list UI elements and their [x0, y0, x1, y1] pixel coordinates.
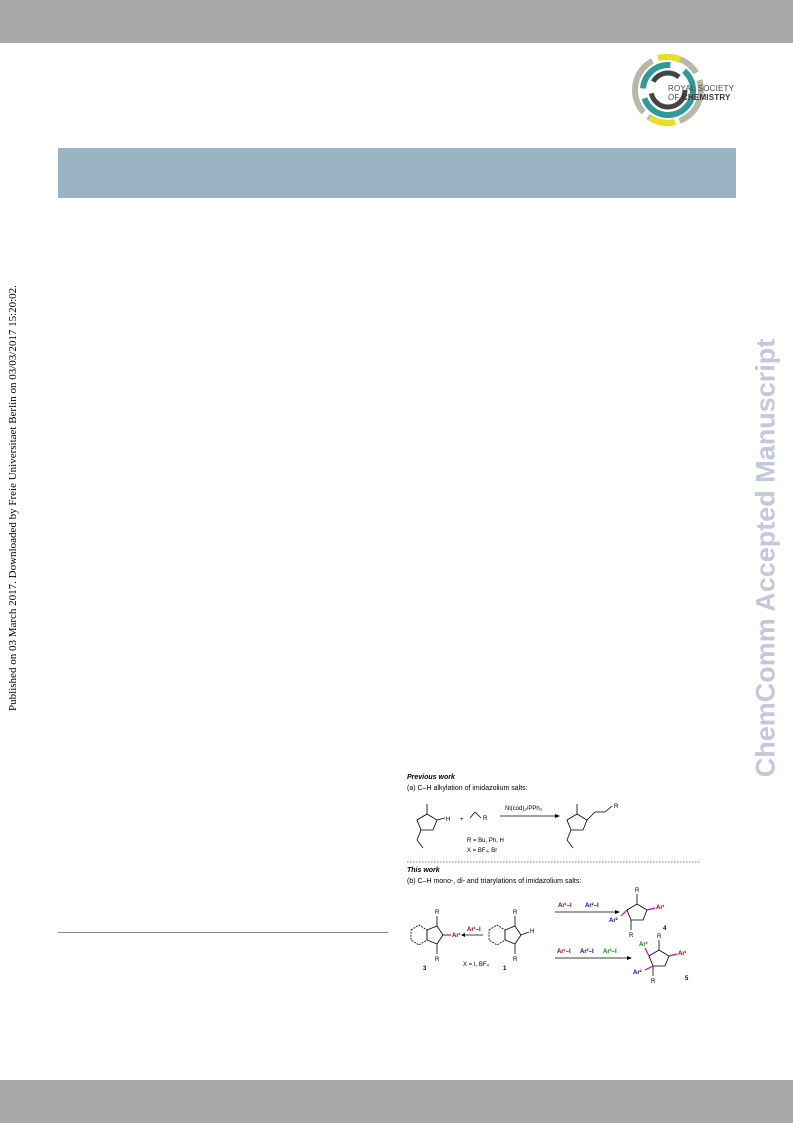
compound-4-structure: [627, 894, 647, 930]
compound-1-structure: [489, 916, 529, 954]
alkylated-product: [567, 804, 612, 848]
svg-text:R: R: [635, 888, 640, 894]
svg-text:Ar³–I: Ar³–I: [603, 949, 617, 955]
svg-text:R: R: [435, 910, 440, 916]
svg-text:R: R: [651, 979, 656, 985]
accepted-manuscript-watermark: ChemComm Accepted Manuscript: [750, 338, 781, 778]
svg-text:Ar²: Ar²: [633, 970, 642, 976]
svg-text:+: +: [460, 817, 464, 823]
bottom-bar: [0, 1080, 793, 1123]
compound-5-label: 5: [685, 976, 689, 982]
logo-line1: ROYAL SOCIETY: [668, 84, 735, 93]
svg-text:R: R: [435, 957, 440, 963]
svg-text:Ar¹: Ar¹: [452, 933, 461, 939]
svg-text:R: R: [629, 933, 634, 939]
alkene-reactant: [470, 812, 481, 818]
this-heading: This work: [407, 867, 440, 874]
svg-text:Ar³: Ar³: [639, 942, 648, 948]
this-subheading: (b) C–H mono-, di- and triarylations of imidazolium salts:: [407, 878, 582, 885]
svg-text:H: H: [446, 817, 451, 823]
svg-text:Ar¹: Ar¹: [678, 951, 687, 957]
svg-text:R: R: [513, 910, 518, 916]
logo-text: [668, 84, 734, 102]
logo-line2: OF: [668, 93, 680, 102]
svg-text:Ar¹–I: Ar¹–I: [558, 903, 572, 909]
imidazolium-reactant: [417, 804, 445, 848]
footnote-divider: [58, 932, 388, 933]
svg-text:R: R: [657, 934, 662, 940]
svg-text:H: H: [530, 929, 535, 935]
svg-text:Ar²–I: Ar²–I: [585, 903, 599, 909]
svg-text:Ar¹–I: Ar¹–I: [467, 927, 481, 933]
svg-text:R: R: [513, 957, 518, 963]
title-band: [58, 148, 736, 198]
svg-text:R: R: [483, 816, 488, 822]
compound-1-label: 1: [503, 966, 507, 972]
publication-watermark: Published on 03 March 2017. Downloaded by Freie Universitaet Berlin on 03/03/2017 15:20:02.: [7, 285, 19, 711]
compound-4-label: 4: [663, 926, 667, 932]
svg-text:Ar¹: Ar¹: [656, 905, 665, 911]
prev-heading: Previous work: [407, 774, 455, 781]
top-bar: [0, 0, 793, 43]
compound-3-label: 3: [423, 966, 427, 972]
svg-text:R: R: [614, 804, 619, 810]
compound-5-structure: [649, 940, 669, 976]
reaction-scheme: [405, 770, 705, 990]
svg-text:Ar¹–I: Ar¹–I: [557, 949, 571, 955]
svg-text:Ar²: Ar²: [609, 918, 618, 924]
svg-text:Ar²–I: Ar²–I: [580, 949, 594, 955]
compound-3-structure: [411, 916, 443, 954]
x-definition-2: X = I, BF₄: [463, 962, 489, 968]
logo-line3: CHEMISTRY: [681, 93, 731, 102]
prev-subheading: (a) C–H alkylation of imidazolium salts:: [407, 785, 528, 792]
catalyst-label: Ni(cod)₂/PPh₃: [505, 806, 543, 812]
x-definition: X = BF₄, Br: [467, 848, 498, 854]
r-definition: R = Bu, Ph, H: [467, 838, 504, 844]
